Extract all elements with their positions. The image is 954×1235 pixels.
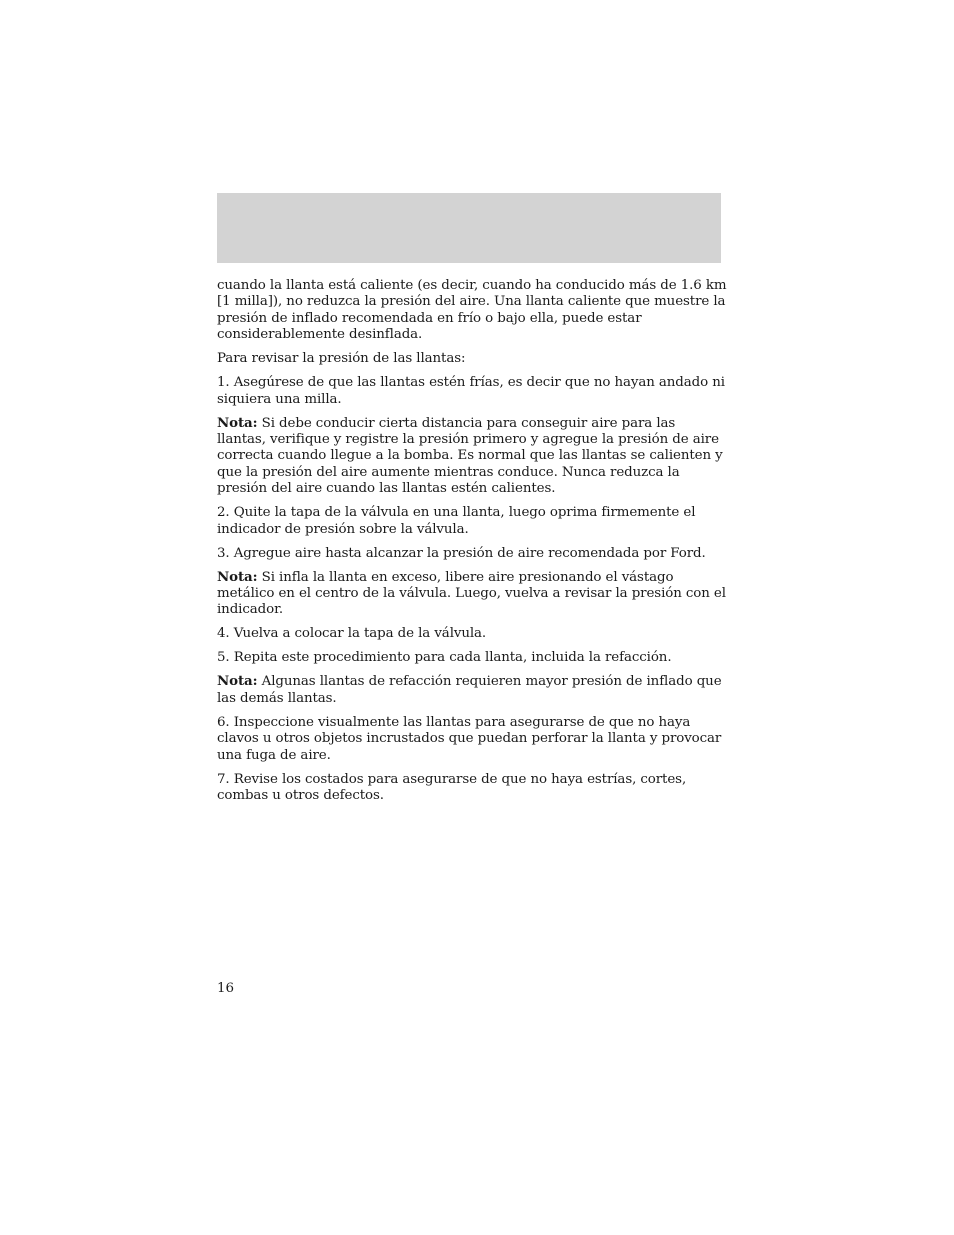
paragraph-text: Si debe conducir cierta distancia para conseguir aire para las llantas, verifique y registre la presión primero y agregue la presión de aire correcta cuando llegue a la bomba. Es normal que las llantas se calienten y que la presión del aire aumente mientras conduce. Nunca reduzca la presión del aire cuando las llantas estén calientes. [217,415,723,497]
body-text [217,277,727,811]
paragraph-hot-tire-warning [217,277,727,344]
paragraph-text: Si infla la llanta en exceso, libere aire presionando el vástago metálico en el centro de la válvula. Luego, vuelva a revisar la presión con el indicador. [217,569,726,618]
note-overinflation [217,569,727,619]
paragraph-text: 7. Revise los costados para asegurarse de que no haya estrías, cortes, combas u otros defectos. [217,771,687,804]
step-4 [217,625,727,642]
note-label: Nota: [217,568,258,585]
page-number: 16 [217,981,235,996]
note-spare-tire [217,673,727,707]
step-6 [217,714,727,764]
paragraph-check-pressure-intro [217,350,727,367]
step-7 [217,771,727,805]
step-1 [217,374,727,408]
step-3 [217,545,727,562]
step-2 [217,504,727,538]
note-label: Nota: [217,414,258,431]
step-5 [217,649,727,666]
paragraph-text: cuando la llanta está caliente (es decir, cuando ha conducido más de 1.6 km [1 milla]), no reduzca la presión del aire. Una llanta caliente que muestre la presión de inflado recomendada en frío o bajo ella, puede estar considerablemente desinflada. [217,278,727,343]
paragraph-text: 1. Asegúrese de que las llantas estén frías, es decir que no hayan andado ni siquiera una milla. [217,375,725,407]
note-driving-distance [217,415,727,498]
paragraph-text: 3. Agregue aire hasta alcanzar la presión de aire recomendada por Ford. [217,545,706,561]
paragraph-text: 6. Inspeccione visualmente las llantas para asegurarse de que no haya clavos u otros objetos incrustados que puedan perforar la llanta y provocar una fuga de aire. [217,714,722,763]
section-header-band [217,193,721,263]
note-label: Nota: [217,673,258,690]
paragraph-text: 5. Repita este procedimiento para cada llanta, incluida la refacción. [217,650,672,666]
paragraph-text: Para revisar la presión de las llantas: [217,351,466,367]
paragraph-text: 2. Quite la tapa de la válvula en una llanta, luego oprima firmemente el indicador de presión sobre la válvula. [217,505,696,537]
paragraph-text: 4. Vuelva a colocar la tapa de la válvula. [217,626,487,642]
paragraph-text: Algunas llantas de refacción requieren mayor presión de inflado que las demás llantas. [217,674,722,706]
